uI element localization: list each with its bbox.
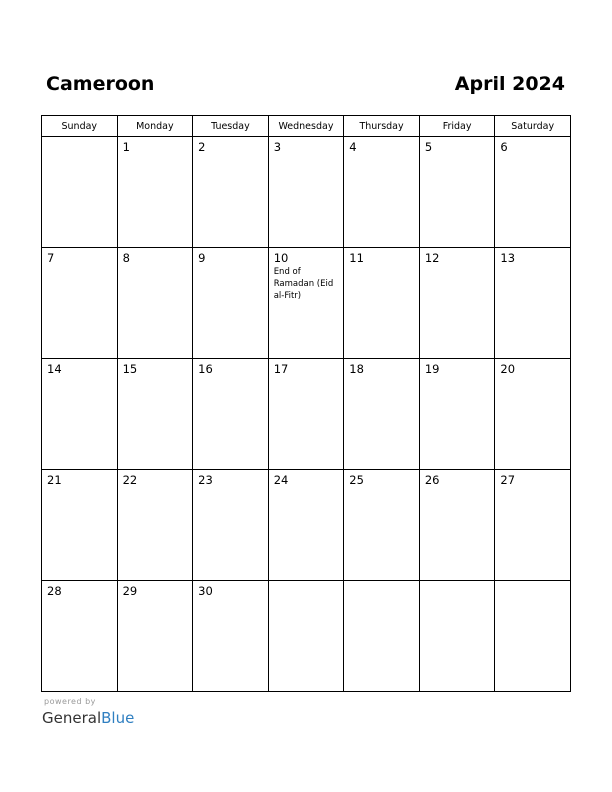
day-number: 17 [273, 362, 289, 376]
day-cell [193, 470, 269, 581]
day-number: 2 [198, 140, 206, 154]
weekday-header: Monday [117, 116, 193, 137]
day-cell [42, 137, 118, 248]
day-cell [268, 248, 344, 359]
powered-by-text: powered by [44, 697, 96, 706]
day-cell [42, 581, 118, 692]
day-number [495, 581, 570, 584]
day-number: 20 [500, 362, 516, 376]
day-cell [117, 359, 193, 470]
week-row [42, 248, 571, 359]
day-number: 23 [198, 473, 213, 487]
week-row [42, 359, 571, 470]
weekday-header: Saturday [495, 116, 571, 137]
day-number: 19 [424, 362, 440, 376]
day-cell [495, 359, 571, 470]
day-number: 5 [424, 140, 433, 154]
day-cell [344, 581, 420, 692]
day-cell [193, 581, 269, 692]
day-number: 21 [47, 473, 62, 487]
day-cell [495, 248, 571, 359]
brand-blue-text: Blue [101, 709, 135, 727]
day-number: 16 [198, 362, 213, 376]
day-number [42, 137, 117, 140]
day-number: 3 [273, 140, 282, 154]
day-number [420, 581, 495, 584]
day-cell [495, 581, 571, 692]
day-number: 29 [122, 584, 138, 598]
holiday-label: End of Ramadan (Eid al-Fitr) [273, 267, 334, 301]
weekday-header: Wednesday [268, 116, 344, 137]
day-cell [117, 248, 193, 359]
brand-general-text: General [42, 709, 102, 727]
day-cell [419, 137, 495, 248]
day-number: 15 [122, 362, 138, 376]
day-cell [42, 359, 118, 470]
day-cell [193, 137, 269, 248]
day-cell [344, 137, 420, 248]
week-row [42, 137, 571, 248]
day-number: 8 [122, 251, 130, 265]
day-cell [117, 137, 193, 248]
day-cell [344, 248, 420, 359]
month-year-title: April 2024 [454, 73, 565, 95]
day-cell [268, 470, 344, 581]
day-number [269, 581, 344, 584]
day-number: 28 [47, 584, 62, 598]
day-cell [268, 137, 344, 248]
day-number: 27 [500, 473, 516, 487]
day-number: 26 [424, 473, 440, 487]
day-number: 12 [424, 251, 440, 265]
day-cell [193, 248, 269, 359]
day-cell [193, 359, 269, 470]
day-cell [268, 581, 344, 692]
day-number: 1 [122, 140, 130, 154]
weekday-header: Sunday [42, 116, 118, 137]
day-number: 10 [273, 251, 289, 265]
day-cell [117, 581, 193, 692]
day-cell [268, 359, 344, 470]
day-number: 7 [47, 251, 55, 265]
generalblue-logo[interactable] [42, 709, 134, 727]
country-title: Cameroon [46, 73, 155, 95]
day-cell [42, 248, 118, 359]
day-cell [495, 470, 571, 581]
day-number: 14 [47, 362, 62, 376]
day-cell [419, 470, 495, 581]
day-number [344, 581, 419, 584]
day-number: 30 [198, 584, 213, 598]
day-cell [344, 359, 420, 470]
day-number: 13 [500, 251, 516, 265]
day-number: 4 [349, 140, 357, 154]
day-number: 22 [122, 473, 138, 487]
day-cell [419, 581, 495, 692]
day-number: 9 [198, 251, 206, 265]
day-number: 24 [273, 473, 289, 487]
week-row [42, 470, 571, 581]
day-cell [419, 359, 495, 470]
day-number: 25 [349, 473, 364, 487]
day-cell [495, 137, 571, 248]
calendar-grid [41, 115, 571, 692]
day-number: 11 [349, 251, 364, 265]
day-cell [419, 248, 495, 359]
day-cell [117, 470, 193, 581]
weekday-header: Friday [419, 116, 495, 137]
day-cell [344, 470, 420, 581]
weekday-header: Thursday [344, 116, 420, 137]
week-row [42, 581, 571, 692]
weekday-header: Tuesday [193, 116, 269, 137]
weekday-header-row [42, 116, 571, 137]
day-cell [42, 470, 118, 581]
day-number: 18 [349, 362, 364, 376]
day-number: 6 [500, 140, 508, 154]
